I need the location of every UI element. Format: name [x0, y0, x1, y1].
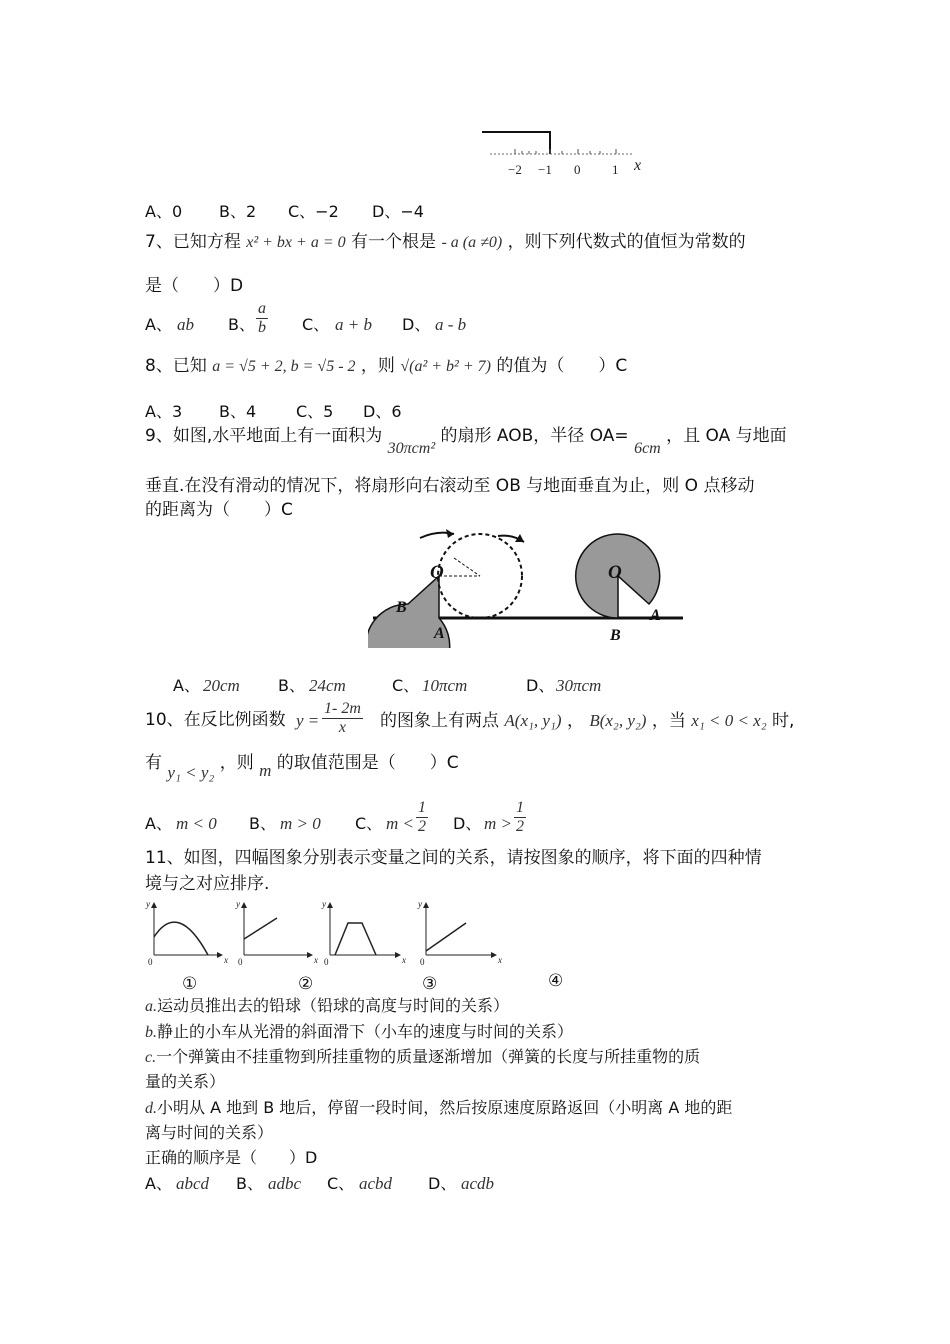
origin-label: 0	[238, 957, 243, 967]
label-B: B	[396, 599, 407, 616]
q7-tail: ，则下列代数式的值恒为常数的	[507, 232, 746, 252]
choice-d: D、6	[363, 402, 402, 421]
choice-b: B、4	[219, 402, 257, 421]
q7-equation: x² + bx + a = 0	[246, 234, 346, 251]
q10-function-fraction	[322, 700, 363, 737]
choice-a-value: 20cm	[203, 676, 240, 695]
label-A: A	[650, 607, 661, 624]
q7-lead: 7、已知方程	[145, 232, 241, 252]
origin-label: 0	[148, 957, 153, 967]
graph-number: ③	[422, 974, 438, 993]
choice-d-label: D、	[428, 1174, 457, 1193]
choice-a: A、3	[145, 402, 183, 421]
item-text: 静止的小车从光滑的斜面滑下（小车的速度与时间的关系）	[157, 1022, 574, 1041]
choice-b-label: B、	[228, 315, 255, 334]
choice-a-label: A、	[145, 1174, 172, 1193]
q10-function-lhs: y =	[296, 711, 320, 730]
choice-a-value: m < 0	[176, 814, 217, 833]
choice-a-value: ab	[177, 315, 194, 334]
choice-d-value: m >	[484, 814, 512, 833]
q7-mid: 有一个根是	[351, 232, 437, 252]
q10-tail: 时,	[772, 711, 795, 731]
item-tag: c.	[145, 1049, 157, 1066]
origin-label: 0	[324, 957, 329, 967]
choice-c-label: C、	[392, 676, 420, 695]
item-text: 一个弹簧由不挂重物到所挂重物的质量逐渐增加（弹簧的长度与所挂重物的质	[156, 1047, 701, 1066]
item-tag: d.	[145, 1100, 157, 1117]
fraction-numerator: 1	[418, 799, 426, 816]
item-text: 离与时间的关系）	[145, 1123, 274, 1142]
axis-y-label: y	[418, 899, 422, 909]
axis-x-label: x	[402, 955, 406, 965]
graph-1	[145, 899, 228, 967]
axis-x-label: x	[314, 955, 318, 965]
q8-comma: ，则	[360, 356, 395, 376]
axis-variable: x	[634, 157, 642, 174]
axis-x-label: x	[498, 955, 502, 965]
choice-a-label: A、	[173, 676, 200, 695]
label-A: A	[434, 625, 445, 642]
q10-variable: m	[259, 761, 272, 780]
fraction-denominator: 2	[418, 818, 426, 835]
choice-c-fraction	[416, 799, 428, 836]
answer-line: 正确的顺序是（ ）D	[145, 1148, 318, 1167]
axis-y-label: y	[236, 899, 240, 909]
sector-figure	[368, 528, 688, 648]
choice-b-label: B、	[249, 814, 276, 833]
label-O: O	[608, 562, 622, 583]
q11-line2: 境与之对应排序.	[145, 874, 270, 894]
fraction-denominator: x	[338, 719, 346, 736]
q9-line2: 垂直.在没有滑动的情况下，将扇形向右滚动至 OB 与地面垂直为止，则 O 点移动	[145, 476, 755, 496]
tick-label: 1	[612, 162, 619, 177]
choice-b-fraction	[256, 300, 268, 337]
graphs-figure	[140, 895, 520, 995]
list-item	[145, 1049, 700, 1066]
q10-point-b: B(x₂, y₂)	[589, 711, 647, 730]
list-item	[145, 998, 509, 1015]
choice-c: C、−2	[288, 202, 339, 221]
tick-label: −1	[538, 162, 552, 177]
q10-line2-b: ，则	[219, 753, 254, 773]
choice-c-value: a + b	[335, 315, 372, 334]
choice-d-value: 30πcm	[556, 676, 602, 695]
choice-d-label: D、	[402, 315, 431, 334]
axis-x-label: x	[224, 955, 228, 965]
choice-b: B、2	[219, 202, 257, 221]
q10-inequality: y₁ < y₂	[167, 763, 215, 782]
q9-mid: 的扇形 AOB，半径 OA=	[440, 426, 629, 446]
choice-b-value: adbc	[268, 1174, 302, 1193]
axis-y-label: y	[146, 899, 150, 909]
q10-point-a: A(x₁, y₁)	[504, 711, 562, 730]
q9-area: 30πcm²	[387, 440, 436, 457]
graph-number: ④	[548, 971, 564, 991]
choice-c-label: C、	[355, 814, 383, 833]
graph-3	[321, 899, 406, 967]
tick-label: −2	[508, 162, 522, 177]
q8-tail: 的值为（ ）C	[496, 356, 628, 376]
choice-d-label: D、	[526, 676, 555, 695]
q8-lead: 8、已知	[145, 356, 207, 376]
graph-4	[417, 899, 502, 967]
list-item	[145, 1100, 732, 1117]
choice-b-value: 24cm	[309, 676, 346, 695]
fraction-denominator: 2	[516, 818, 524, 835]
choice-a-value: abcd	[176, 1174, 210, 1193]
choice-c-label: C、	[327, 1174, 355, 1193]
list-item	[145, 1024, 573, 1041]
choice-d-value: acdb	[461, 1174, 495, 1193]
q7-line2: 是（ ）D	[145, 276, 244, 296]
choice-d-fraction	[514, 799, 526, 836]
graph-2	[235, 899, 318, 967]
q9-line3: 的距离为（ ）C	[145, 500, 293, 520]
tick-label: 0	[574, 162, 581, 177]
choice-b-label: B、	[278, 676, 305, 695]
choice-a-label: A、	[145, 814, 172, 833]
origin-label: 0	[420, 957, 425, 967]
label-O: O	[430, 562, 444, 583]
q10-condition: x₁ < 0 < x₂	[691, 711, 767, 730]
q8-expression: √(a² + b² + 7)	[400, 358, 491, 375]
item-text: 量的关系）	[145, 1072, 226, 1091]
item-tag: b.	[145, 1024, 157, 1041]
q9-tail: ，且 OA 与地面	[666, 426, 787, 446]
q10-mid: 的图象上有两点	[380, 711, 499, 731]
q10-lead: 10、在反比例函数	[145, 710, 286, 730]
q7-root: - a (a ≠0)	[441, 234, 503, 251]
fraction-numerator: 1	[516, 799, 524, 816]
item-tag: a.	[145, 998, 157, 1015]
choice-b-label: B、	[236, 1174, 263, 1193]
q9-radius: 6cm	[634, 440, 661, 457]
axis-y-label: y	[322, 899, 326, 909]
item-text: 小明从 A 地到 B 地后，停留一段时间，然后按原速度原路返回（小明离 A 地的距	[157, 1098, 733, 1117]
number-line-figure	[470, 122, 660, 184]
fraction-denominator: b	[258, 319, 266, 336]
item-text: 运动员推出去的铅球（铅球的高度与时间的关系）	[157, 996, 510, 1015]
choice-c-value: acbd	[359, 1174, 393, 1193]
q9-lead: 9、如图,水平地面上有一面积为	[145, 426, 383, 446]
q10-when: ，当	[651, 711, 686, 731]
q10-line2-c: 的取值范围是（ ）C	[276, 753, 459, 773]
q10-line2-a: 有	[145, 753, 162, 773]
choice-c-label: C、	[302, 315, 330, 334]
graph-number: ②	[298, 974, 314, 993]
q8-given: a = √5 + 2, b = √5 - 2	[212, 358, 356, 375]
q10-sep: ，	[566, 711, 584, 731]
label-B: B	[610, 627, 621, 644]
q11-line1: 11、如图，四幅图象分别表示变量之间的关系，请按图象的顺序，将下面的四种情	[145, 848, 762, 868]
list-item	[145, 1074, 225, 1090]
choice-c: C、5	[296, 402, 334, 421]
choice-c-value: 10πcm	[422, 676, 468, 695]
choice-d: D、−4	[372, 202, 424, 221]
fraction-numerator: a	[258, 300, 266, 317]
list-item	[145, 1125, 273, 1141]
choice-d-label: D、	[453, 814, 482, 833]
choice-a-label: A、	[145, 315, 172, 334]
choice-c-value: m <	[386, 814, 414, 833]
graph-number: ①	[182, 974, 198, 993]
choice-d-value: a - b	[435, 315, 467, 334]
choice-b-value: m > 0	[280, 814, 321, 833]
choice-a: A、0	[145, 202, 183, 221]
fraction-numerator: 1- 2m	[324, 700, 361, 717]
